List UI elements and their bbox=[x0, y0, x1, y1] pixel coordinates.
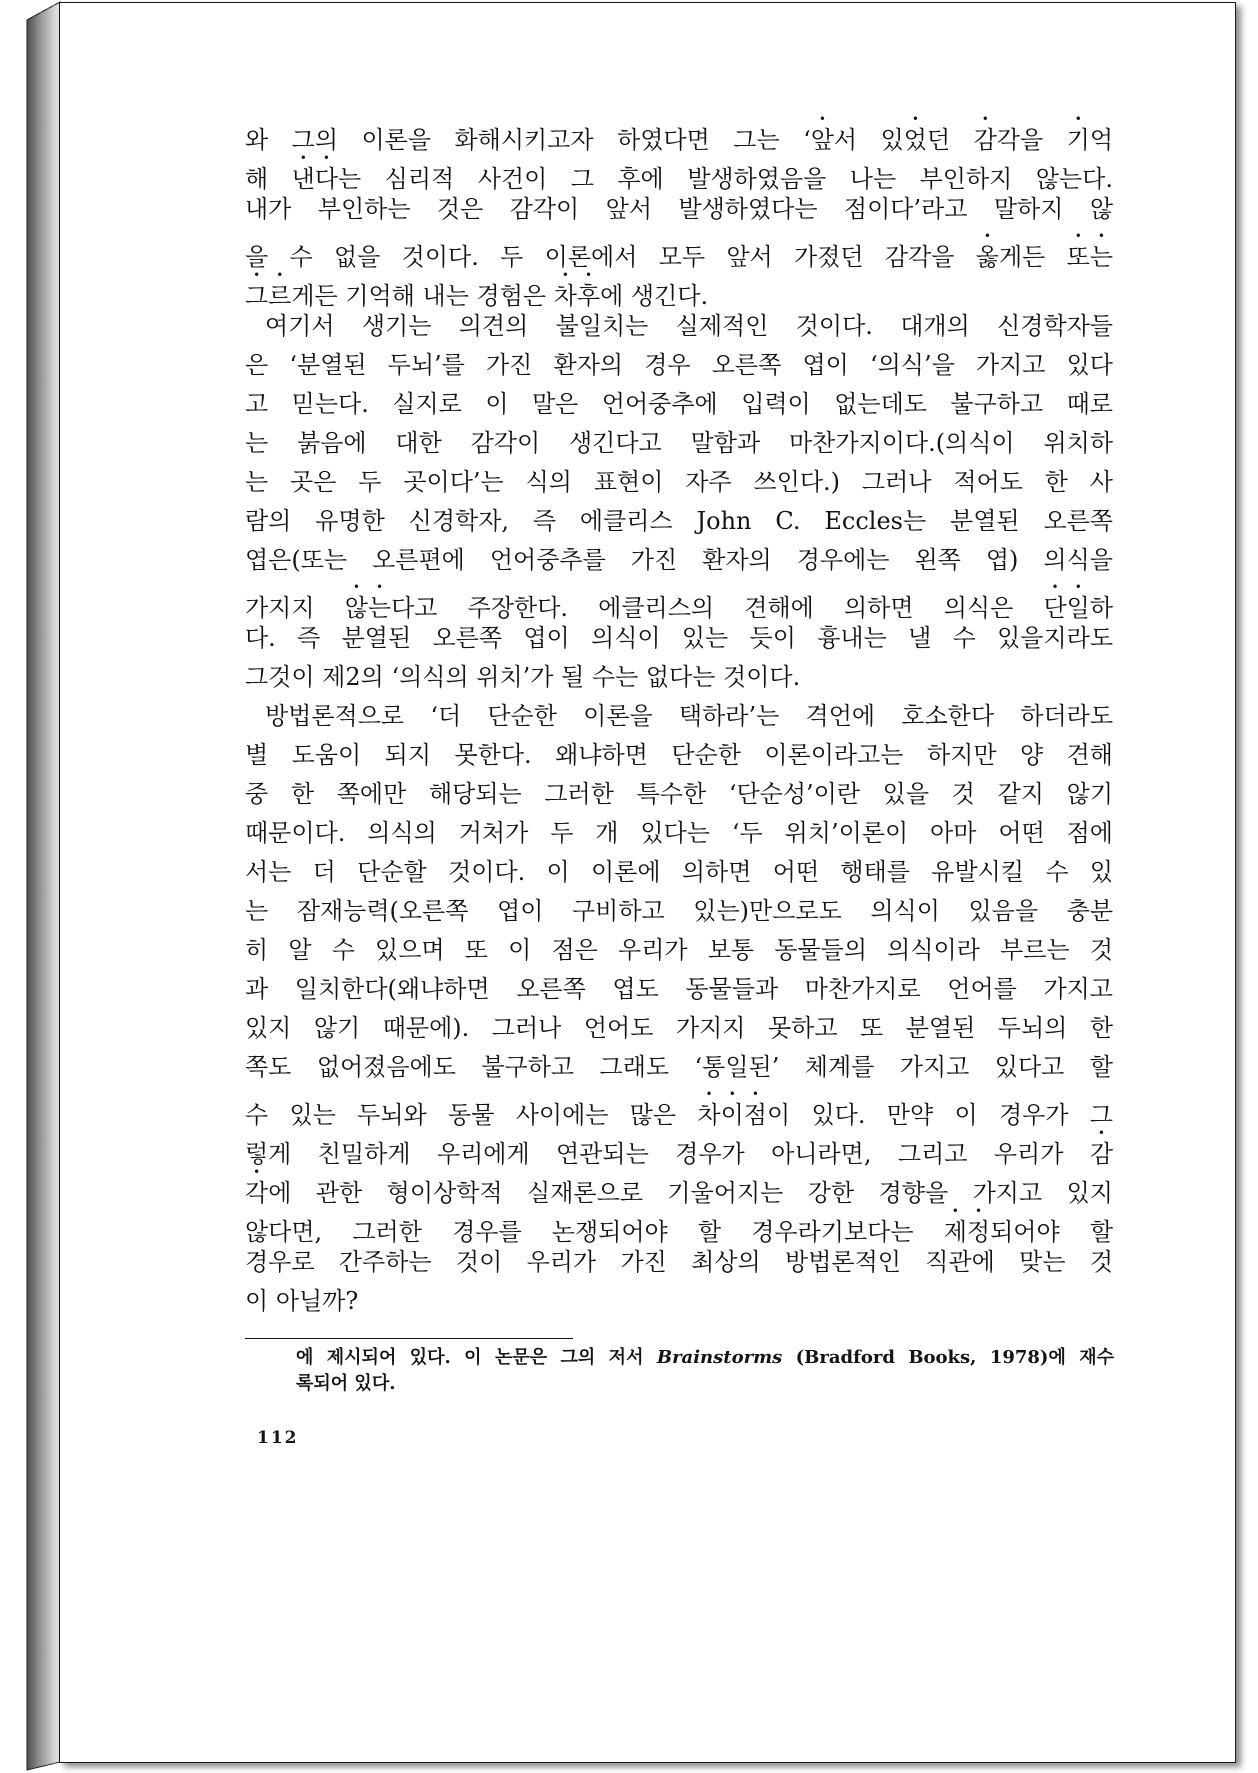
text-segment: 는 심리적 사건이 그 후에 발생하였음을 나는 부인하지 않는다. bbox=[338, 165, 1113, 193]
text-segment: 렇게 친밀하게 우리에게 연관되는 경우가 아니라면, 그리고 우리가 bbox=[245, 1140, 1090, 1168]
body-text bbox=[245, 112, 1113, 1321]
text-segment: 내가 부인하는 것은 감각이 앞서 발생하였다는 점이다’라고 말하지 않 bbox=[245, 195, 1113, 223]
emphasized-text: 차이점 bbox=[697, 1101, 767, 1129]
text-line bbox=[245, 541, 1113, 580]
text-line bbox=[245, 346, 1113, 385]
text-segment: 와 그의 이론을 화해시키고자 하였다면 그는 ‘ bbox=[245, 126, 811, 154]
text-segment: 록되어 있다. bbox=[296, 1373, 396, 1394]
text-segment: 고 믿는다. 실지로 이 말은 언어중추에 입력이 없는데도 불구하고 때로 bbox=[245, 390, 1113, 418]
text-segment: 을 수 없을 것이다. 두 이론에서 모두 앞서 가졌던 감각을 bbox=[245, 243, 976, 271]
emphasized-text: 기 bbox=[1066, 126, 1090, 154]
emphasized-text: 각 bbox=[245, 1179, 269, 1207]
text-line bbox=[245, 112, 1114, 154]
text-segment: 엽은(또는 오른편에 언어중추를 가진 환자의 경우에는 왼쪽 엽) 의식을 bbox=[245, 546, 1113, 574]
text-segment: 그것이 제2의 ‘의식의 위치’가 될 수는 없다는 것이다. bbox=[245, 663, 801, 691]
text-line bbox=[245, 1009, 1113, 1048]
text-segment: 다. 즉 분열된 오른쪽 엽이 의식이 있는 듯이 흉내는 낼 수 있을지라도 bbox=[245, 624, 1113, 652]
text-segment: (Bradford Books, 1978)에 재수 bbox=[782, 1347, 1115, 1368]
text-line bbox=[245, 307, 1113, 346]
emphasized-text: 차후 bbox=[553, 282, 601, 310]
text-segment: 에 제시되어 있다. 이 논문은 그의 저서 bbox=[296, 1347, 657, 1368]
text-line bbox=[245, 658, 1113, 697]
book-title: Brainstorms bbox=[656, 1347, 783, 1368]
text-segment: 수 있는 두뇌와 동물 사이에는 많은 bbox=[245, 1101, 698, 1129]
text-segment: 하 bbox=[1089, 594, 1113, 622]
emphasized-text: 앞 bbox=[810, 126, 834, 154]
footnote-rule bbox=[245, 1338, 573, 1339]
text-segment: 때문이다. 의식의 거처가 두 개 있다는 ‘두 위치’이론이 아마 어떤 점에 bbox=[245, 819, 1113, 847]
text-segment: 는 잠재능력(오른쪽 엽이 구비하고 있는)만으로도 의식이 있음을 충분 bbox=[245, 897, 1113, 925]
text-segment: 는 붉음에 대한 감각이 생긴다고 말함과 마찬가지이다.(의식이 위치하 bbox=[245, 429, 1113, 457]
emphasized-text: 그르 bbox=[245, 282, 292, 310]
paragraph bbox=[245, 697, 1113, 1321]
text-segment: 서 있 bbox=[833, 126, 904, 154]
text-line bbox=[245, 1087, 1113, 1129]
text-line bbox=[245, 502, 1113, 541]
paragraph bbox=[245, 112, 1114, 310]
text-line bbox=[245, 1204, 1114, 1246]
text-segment: 쪽도 없어졌음에도 불구하고 그래도 ‘통일된’ 체계를 가지고 있다고 할 bbox=[245, 1053, 1113, 1081]
text-line bbox=[245, 892, 1113, 931]
text-segment: 중 한 쪽에만 해당되는 그러한 특수한 ‘단순성’이란 있을 것 같지 않기 bbox=[245, 780, 1113, 808]
footnote bbox=[296, 1345, 1114, 1397]
text-line bbox=[245, 463, 1113, 502]
text-segment: 에 생긴다. bbox=[600, 282, 709, 310]
text-line bbox=[245, 385, 1113, 424]
emphasized-text: 낸다 bbox=[291, 165, 339, 193]
text-segment: 경우로 간주하는 것이 우리가 가진 최상의 방법론적인 직관에 맞는 것 bbox=[245, 1248, 1113, 1276]
text-line bbox=[245, 775, 1113, 814]
emphasized-text: 않는 bbox=[344, 594, 392, 622]
page-number: 112 bbox=[257, 1428, 299, 1448]
text-segment: 다고 주장한다. 에클리스의 견해에 의하면 의식은 bbox=[391, 594, 1044, 622]
text-segment: 서는 더 단순할 것이다. 이 이론에 의하면 어떤 행태를 유발시킬 수 있 bbox=[245, 858, 1113, 886]
text-line bbox=[245, 931, 1113, 970]
text-segment: 에 관한 형이상학적 실재론으로 기울어지는 강한 경향을 가지고 있지 bbox=[268, 1179, 1113, 1207]
emphasized-text: 었 bbox=[903, 126, 927, 154]
text-line bbox=[245, 1243, 1113, 1282]
text-line bbox=[296, 1345, 1114, 1371]
text-segment: 는 곳은 두 곳이다’는 식의 표현이 자주 쓰인다.) 그러나 적어도 한 사 bbox=[245, 468, 1113, 496]
text-line bbox=[245, 1282, 1113, 1321]
text-segment: 해 bbox=[245, 165, 292, 193]
text-line bbox=[245, 268, 1113, 310]
text-line bbox=[245, 580, 1113, 622]
text-line bbox=[245, 736, 1113, 775]
emphasized-text: 단일 bbox=[1043, 594, 1090, 622]
text-segment: 이 있다. 만약 이 경우가 그 bbox=[766, 1101, 1113, 1129]
emphasized-text: 옳 bbox=[975, 243, 999, 271]
text-segment: 각을 bbox=[996, 126, 1067, 154]
text-segment: 과 일치한다(왜냐하면 오른쪽 엽도 동물들과 마찬가지로 언어를 가지고 bbox=[245, 975, 1113, 1003]
text-segment: 가지지 bbox=[245, 594, 345, 622]
emphasized-text: 감 bbox=[1089, 1140, 1113, 1168]
text-line bbox=[245, 424, 1113, 463]
text-line bbox=[245, 619, 1113, 658]
text-segment: 되어야 할 bbox=[990, 1218, 1114, 1246]
text-segment: 억 bbox=[1089, 126, 1114, 154]
text-segment: 방법론적으로 ‘더 단순한 이론을 택하라’는 격언에 호소한다 하더라도 bbox=[265, 702, 1113, 730]
text-line bbox=[245, 1126, 1113, 1168]
text-segment: 던 bbox=[926, 126, 974, 154]
text-line bbox=[245, 151, 1113, 193]
text-segment: 람의 유명한 신경학자, 즉 에클리스 John C. Eccles는 분열된 오른쪽 bbox=[245, 507, 1113, 535]
text-segment: 별 도움이 되지 못한다. 왜냐하면 단순한 이론이라고는 하지만 양 견해 bbox=[245, 741, 1113, 769]
text-line bbox=[245, 229, 1114, 271]
emphasized-text: 감 bbox=[973, 126, 997, 154]
page-edge-bevel bbox=[27, 2, 60, 1770]
text-line bbox=[245, 814, 1113, 853]
emphasized-text: 제정 bbox=[943, 1218, 991, 1246]
text-segment: 은 ‘분열된 두뇌’를 가진 환자의 경우 오른쪽 엽이 ‘의식’을 가지고 있다 bbox=[245, 351, 1113, 379]
text-segment: 않다면, 그러한 경우를 논쟁되어야 할 경우라기보다는 bbox=[245, 1218, 944, 1246]
text-line bbox=[245, 1165, 1113, 1207]
paragraph bbox=[245, 307, 1113, 697]
text-segment: 여기서 생기는 의견의 불일치는 실제적인 것이다. 대개의 신경학자들 bbox=[265, 312, 1113, 340]
text-segment: 게든 기억해 내는 경험은 bbox=[291, 282, 554, 310]
text-line bbox=[296, 1371, 1114, 1397]
emphasized-text: 또는 bbox=[1066, 243, 1114, 271]
text-line bbox=[245, 1048, 1113, 1087]
text-line bbox=[245, 697, 1113, 736]
text-line bbox=[245, 853, 1113, 892]
text-segment: 이 아닐까? bbox=[245, 1287, 359, 1315]
text-segment: 히 알 수 있으며 또 이 점은 우리가 보통 동물들의 의식이라 부르는 것 bbox=[245, 936, 1113, 964]
text-line bbox=[245, 190, 1113, 229]
text-segment: 게든 bbox=[998, 243, 1067, 271]
text-line bbox=[245, 970, 1113, 1009]
text-segment: 있지 않기 때문에). 그러나 언어도 가지지 못하고 또 분열된 두뇌의 한 bbox=[245, 1014, 1113, 1042]
